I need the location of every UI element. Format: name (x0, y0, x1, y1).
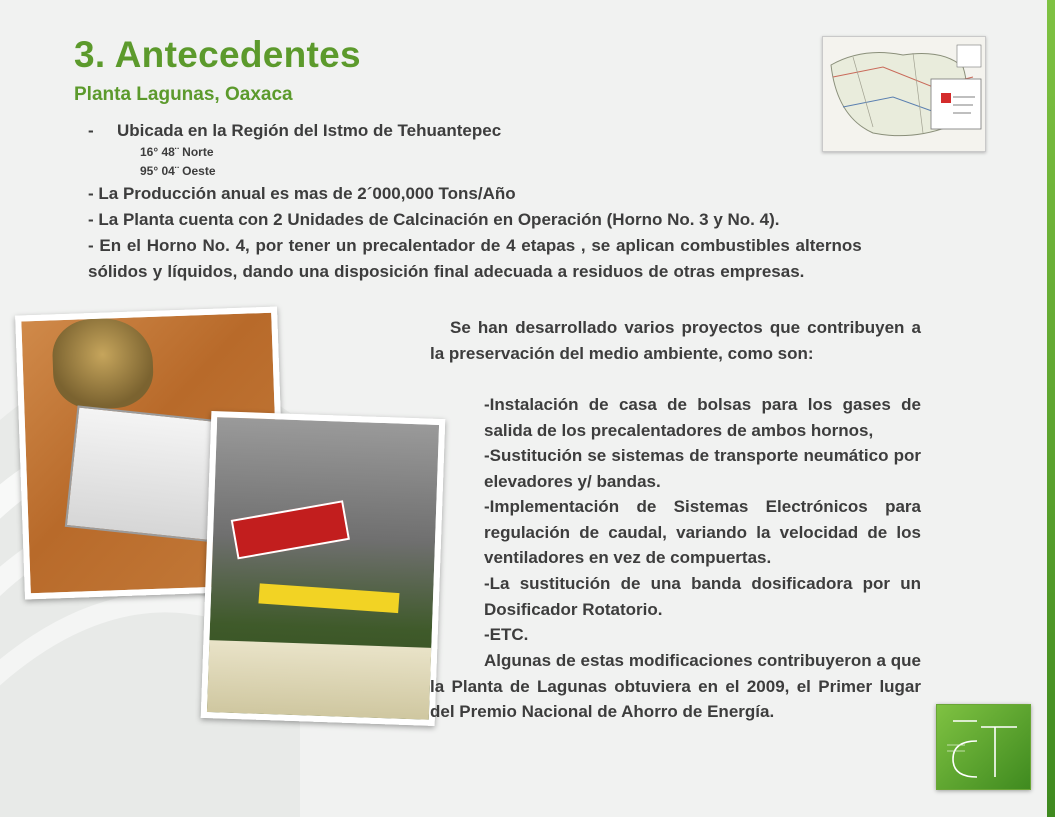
bullet-production: - La Producción anual es mas de 2´000,000 Tons/Año (88, 184, 516, 203)
project-item-3: -Implementación de Sistemas Electrónicos para regulación de caudal, variando la velocidad de los ventiladores en vez de compuertas. (484, 497, 921, 567)
bullet-fuels: - En el Horno No. 4, por tener un precalentador de 4 etapas , se aplican combustibles alternos (88, 236, 862, 255)
poster-bottom (207, 640, 431, 720)
ct-congreso-logo (936, 704, 1031, 790)
poster-badge (231, 500, 350, 559)
slide-subtitle: Planta Lagunas, Oaxaca (74, 84, 293, 105)
slide-title: 3. Antecedentes (74, 34, 361, 75)
latitude: 16° 48¨ Norte (140, 145, 214, 159)
logo-graphic (937, 705, 1030, 789)
bullet-units: - La Planta cuenta con 2 Unidades de Calcinación en Operación (Horno No. 3 y No. 4). (88, 210, 780, 229)
map-graphic (823, 37, 985, 151)
bullet-fuels-continued: sólidos y líquidos, dando una disposición final adecuada a residuos de otras empresas. (88, 262, 805, 281)
map-image (822, 36, 986, 152)
location-marker: - (88, 121, 94, 140)
project-item-4: -La sustitución de una banda dosificadora por un Dosificador Rotatorio. (484, 574, 921, 619)
location-text: Ubicada en la Región del Istmo de Tehuantepec (117, 121, 502, 140)
projects-intro: Se han desarrollado varios proyectos que contribuyen a la preservación del medio ambiente, como son: (430, 318, 921, 363)
project-item-etc: -ETC. (484, 625, 529, 644)
award-poster-photo (201, 411, 446, 726)
projects-closing: Algunas de estas modificaciones contribuyeron a que la Planta de Lagunas obtuviera en el 2009, el Primer lugar del Premio Nacional de Ahorro de Energía. (430, 651, 921, 721)
plaque-plate (65, 405, 231, 542)
longitude: 95° 04¨ Oeste (140, 164, 216, 178)
project-item-1: -Instalación de casa de bolsas para los gases de salida de los precalentadores de ambos hornos, (484, 395, 921, 440)
project-item-2: -Sustitución se sistemas de transporte neumático por elevadores y/ bandas. (484, 446, 921, 491)
accent-bar (1047, 0, 1055, 817)
hands-sculpture (51, 317, 154, 410)
poster-label (258, 583, 399, 613)
